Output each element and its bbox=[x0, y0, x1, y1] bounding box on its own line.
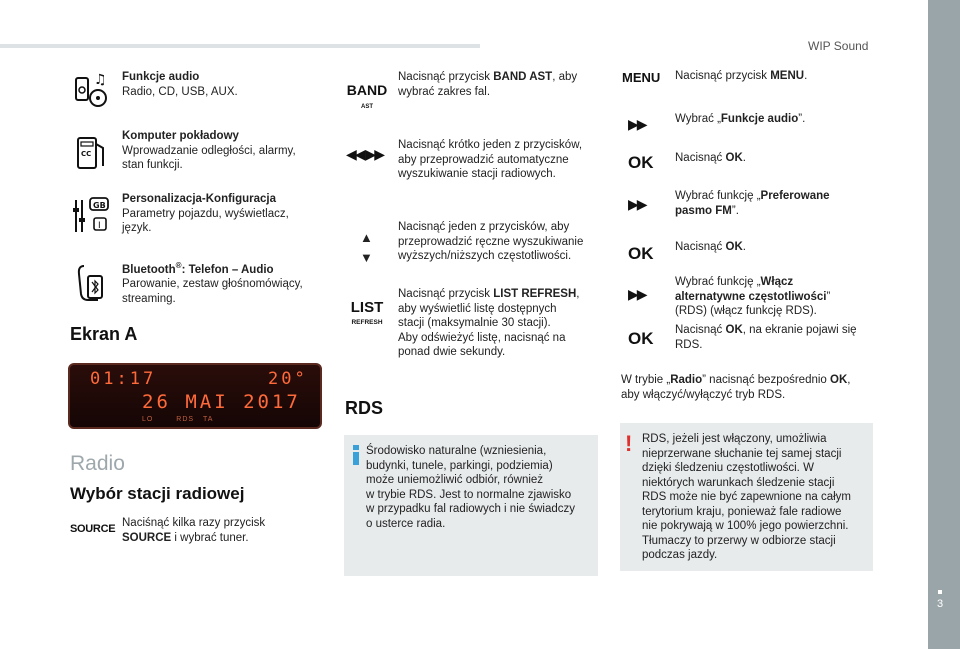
i-label: I bbox=[98, 221, 101, 231]
display-time: 01:17 bbox=[90, 369, 157, 389]
manual-text-2: przeprowadzić ręczne wyszukiwanie bbox=[398, 235, 584, 248]
menu-item-bluetooth bbox=[122, 259, 303, 306]
refresh-icon-text: REFRESH bbox=[351, 319, 383, 326]
step-text-end: , na ekranie pojawi się bbox=[742, 324, 857, 336]
header-rule bbox=[0, 44, 480, 48]
svg-text:♫: ♫ bbox=[94, 72, 107, 88]
info-line: może uniemożliwić odbiór, również bbox=[366, 474, 544, 486]
info-note-box bbox=[344, 435, 598, 576]
info-line: w przypadku fal radiowych i nie świadczy bbox=[366, 503, 576, 515]
radio-display bbox=[68, 363, 322, 429]
step-bold: OK bbox=[725, 324, 743, 336]
band-text-2: wybrać zakres fal. bbox=[398, 85, 491, 98]
warning-line: Tłumaczy to przerwy w odbiorze stacji bbox=[642, 534, 836, 547]
step-text-end: . bbox=[742, 152, 746, 164]
menu-item-personalization bbox=[122, 192, 289, 236]
menu-item-desc: Parowanie, zestaw głośnomówiący, bbox=[122, 278, 303, 291]
step-text-3: (RDS) (włącz funkcję RDS). bbox=[675, 305, 817, 317]
rds-heading: RDS bbox=[345, 398, 384, 418]
trip-computer-icon bbox=[76, 134, 108, 177]
step-text: Nacisnąć bbox=[675, 152, 726, 164]
step-select-preferred-fm bbox=[675, 189, 830, 218]
band-instruction bbox=[398, 70, 577, 99]
list-text: Nacisnąć przycisk bbox=[398, 288, 494, 300]
select-arrow-icon: ▶▶ bbox=[628, 286, 646, 302]
settings-icon bbox=[72, 196, 112, 241]
warning-line: niektórych warunkach śledzenie stacji bbox=[642, 476, 835, 489]
menu-item-desc: Parametry pojazdu, wyświetlacz, bbox=[122, 207, 289, 220]
ok-button-icon: OK bbox=[628, 329, 654, 348]
menu-item-desc: Radio, CD, USB, AUX. bbox=[122, 85, 238, 98]
source-bold: SOURCE bbox=[122, 531, 172, 544]
indicator-ta: TA bbox=[203, 416, 214, 423]
menu-item-desc: stan funkcji. bbox=[122, 159, 183, 171]
list-icon-text: LIST bbox=[350, 299, 384, 316]
menu-item-desc: język. bbox=[122, 222, 152, 234]
step-text-end: . bbox=[742, 241, 746, 253]
mode-bold: Radio bbox=[670, 374, 703, 386]
band-text: Nacisnąć przycisk bbox=[398, 71, 494, 83]
list-text-3: stacji (maksymalnie 30 stacji). bbox=[398, 317, 551, 329]
step-enable-alt-freq bbox=[675, 275, 830, 319]
list-text-4: Aby odświeżyć listę, nacisnąć na bbox=[398, 331, 566, 344]
step-text-end: ”. bbox=[731, 204, 739, 217]
warning-line: podczas jazdy. bbox=[642, 549, 718, 561]
mode-text-end: , bbox=[847, 374, 851, 386]
step-text: Nacisnąć przycisk bbox=[675, 70, 771, 82]
source-instruction bbox=[122, 516, 265, 545]
warning-line: nie pokrywają w 100% jego powierzchni. bbox=[642, 520, 849, 532]
radio-heading: Radio bbox=[70, 452, 125, 475]
band-bold: BAND AST bbox=[493, 71, 553, 83]
station-select-heading: Wybór stacji radiowej bbox=[70, 484, 245, 503]
info-line: o usterce radia. bbox=[366, 517, 446, 530]
registered-mark: ® bbox=[175, 261, 182, 270]
warning-text bbox=[642, 432, 870, 563]
list-text-5: ponad dwie sekundy. bbox=[398, 346, 506, 358]
band-text-end: , aby bbox=[552, 71, 578, 83]
section-label: WIP Sound bbox=[808, 39, 869, 53]
mode-text: W trybie „ bbox=[621, 374, 671, 386]
warning-icon: ! bbox=[625, 431, 633, 456]
indicator-rds: RDS bbox=[176, 416, 195, 423]
info-text bbox=[366, 444, 594, 531]
menu-item-title: Bluetooth bbox=[122, 263, 176, 276]
step-bold: Funkcje audio bbox=[720, 113, 799, 125]
step-bold: Włącz bbox=[760, 276, 794, 288]
step-select-audio bbox=[675, 112, 805, 127]
warning-line: RDS, jeżeli jest włączony, umożliwia bbox=[642, 433, 827, 445]
ast-icon-text: AST bbox=[361, 104, 373, 110]
seek-arrows-icon: ◀◀ ▶▶ bbox=[346, 146, 383, 162]
display-indicators bbox=[142, 416, 213, 423]
info-icon bbox=[352, 445, 360, 465]
info-line: w trybie RDS. Jest to normalne zjawisko bbox=[366, 488, 572, 501]
warning-line: nieprzerwane słuchanie tej samej stacji bbox=[642, 447, 842, 460]
down-arrow-icon: ▼ bbox=[360, 250, 373, 265]
step-press-menu bbox=[675, 69, 807, 84]
step-press-ok-2 bbox=[675, 240, 746, 255]
select-arrow-icon: ▶▶ bbox=[628, 196, 646, 212]
step-bold-2: alternatywne częstotliwości bbox=[675, 290, 827, 303]
bluetooth-phone-icon bbox=[76, 264, 108, 307]
page-number: 3 bbox=[937, 598, 944, 610]
step-bold: OK bbox=[725, 241, 743, 253]
menu-item-desc: Wprowadzanie odległości, alarmy, bbox=[122, 144, 296, 157]
step-press-ok-3 bbox=[675, 323, 857, 352]
step-text-end: ”. bbox=[798, 113, 806, 125]
step-text: Wybrać funkcję „ bbox=[675, 276, 761, 288]
band-icon-text: BAND bbox=[346, 82, 388, 98]
audio-functions-icon bbox=[74, 70, 110, 113]
display-date: 26 MAI 2017 bbox=[142, 391, 301, 413]
seek-text-1: Nacisnąć krótko jeden z przycisków, bbox=[398, 139, 583, 151]
display-temp: 20° bbox=[268, 369, 308, 389]
indicator-lo: LO bbox=[142, 416, 154, 423]
list-text-2: aby wyświetlić listę dostępnych bbox=[398, 302, 557, 315]
menu-item-desc: streaming. bbox=[122, 292, 176, 305]
source-text: Naciśnąć kilka razy przycisk bbox=[122, 517, 266, 529]
page-sidebar bbox=[928, 0, 960, 649]
step-text: Wybrać „ bbox=[675, 113, 721, 125]
mode-bold-2: OK bbox=[830, 374, 848, 386]
warning-line: dzięki śledzeniu częstotliwości. W bbox=[642, 462, 814, 474]
menu-item-title-rest: : Telefon – Audio bbox=[181, 263, 274, 276]
source-rest: i wybrać tuner. bbox=[171, 531, 249, 544]
radio-mode-instruction bbox=[621, 373, 850, 402]
step-text-end: . bbox=[804, 70, 808, 82]
cc-label: CC bbox=[81, 150, 92, 158]
step-text: Wybrać funkcję „ bbox=[675, 190, 761, 202]
seek-instruction bbox=[398, 138, 582, 182]
mode-text-2: ” nacisnąć bezpośrednio bbox=[702, 374, 831, 386]
page-dot bbox=[938, 590, 942, 594]
list-refresh-icon bbox=[344, 299, 390, 329]
step-bold: Preferowane bbox=[760, 190, 830, 202]
menu-item-audio bbox=[122, 70, 238, 99]
ekran-heading: Ekran A bbox=[70, 324, 138, 344]
manual-text-1: Nacisnąć jeden z przycisków, aby bbox=[398, 221, 570, 233]
seek-text-2: aby przeprowadzić automatyczne bbox=[398, 153, 569, 166]
list-text-end: , bbox=[576, 288, 580, 300]
step-text: Nacisnąć bbox=[675, 324, 726, 336]
manual-text-3: wyższych/niższych częstotliwości. bbox=[398, 250, 572, 262]
warning-line: RDS może nie być zapewnione na całym bbox=[642, 491, 852, 503]
menu-item-title: Personalizacja-Konfiguracja bbox=[122, 193, 277, 205]
step-text: Nacisnąć bbox=[675, 241, 726, 253]
menu-item-title: Funkcje audio bbox=[122, 71, 200, 83]
step-text-2: RDS. bbox=[675, 338, 703, 351]
source-button-icon: SOURCE bbox=[70, 523, 116, 535]
list-bold: LIST REFRESH bbox=[493, 288, 577, 300]
up-arrow-icon: ▲ bbox=[360, 230, 373, 245]
gb-label: GB bbox=[93, 201, 106, 210]
step-bold: OK bbox=[725, 152, 743, 164]
menu-item-title: Komputer pokładowy bbox=[122, 130, 239, 142]
manual-search-instruction bbox=[398, 220, 583, 264]
info-line: Środowisko naturalne (wzniesienia, bbox=[366, 445, 547, 457]
seek-text-3: wyszukiwanie stacji radiowych. bbox=[398, 168, 556, 180]
step-press-ok-1 bbox=[675, 151, 746, 166]
menu-button-icon: MENU bbox=[622, 70, 661, 85]
select-arrow-icon: ▶▶ bbox=[628, 116, 646, 132]
step-bold: MENU bbox=[770, 70, 805, 82]
step-bold-2: pasmo FM bbox=[675, 204, 732, 217]
step-text-end: ” bbox=[826, 290, 831, 303]
up-down-arrows-icon bbox=[360, 228, 373, 268]
warning-line: terytorium kraju, ponieważ fale radiowe bbox=[642, 505, 842, 518]
warning-note-box bbox=[620, 423, 873, 571]
menu-item-trip-computer bbox=[122, 129, 296, 173]
list-instruction bbox=[398, 287, 579, 360]
ok-button-icon: OK bbox=[628, 244, 654, 263]
ok-button-icon: OK bbox=[628, 153, 654, 172]
mode-text-3: aby włączyć/wyłączyć tryb RDS. bbox=[621, 388, 786, 401]
info-line: budynki, tunele, parkingi, podziemia) bbox=[366, 459, 553, 472]
band-ast-icon bbox=[346, 84, 388, 114]
